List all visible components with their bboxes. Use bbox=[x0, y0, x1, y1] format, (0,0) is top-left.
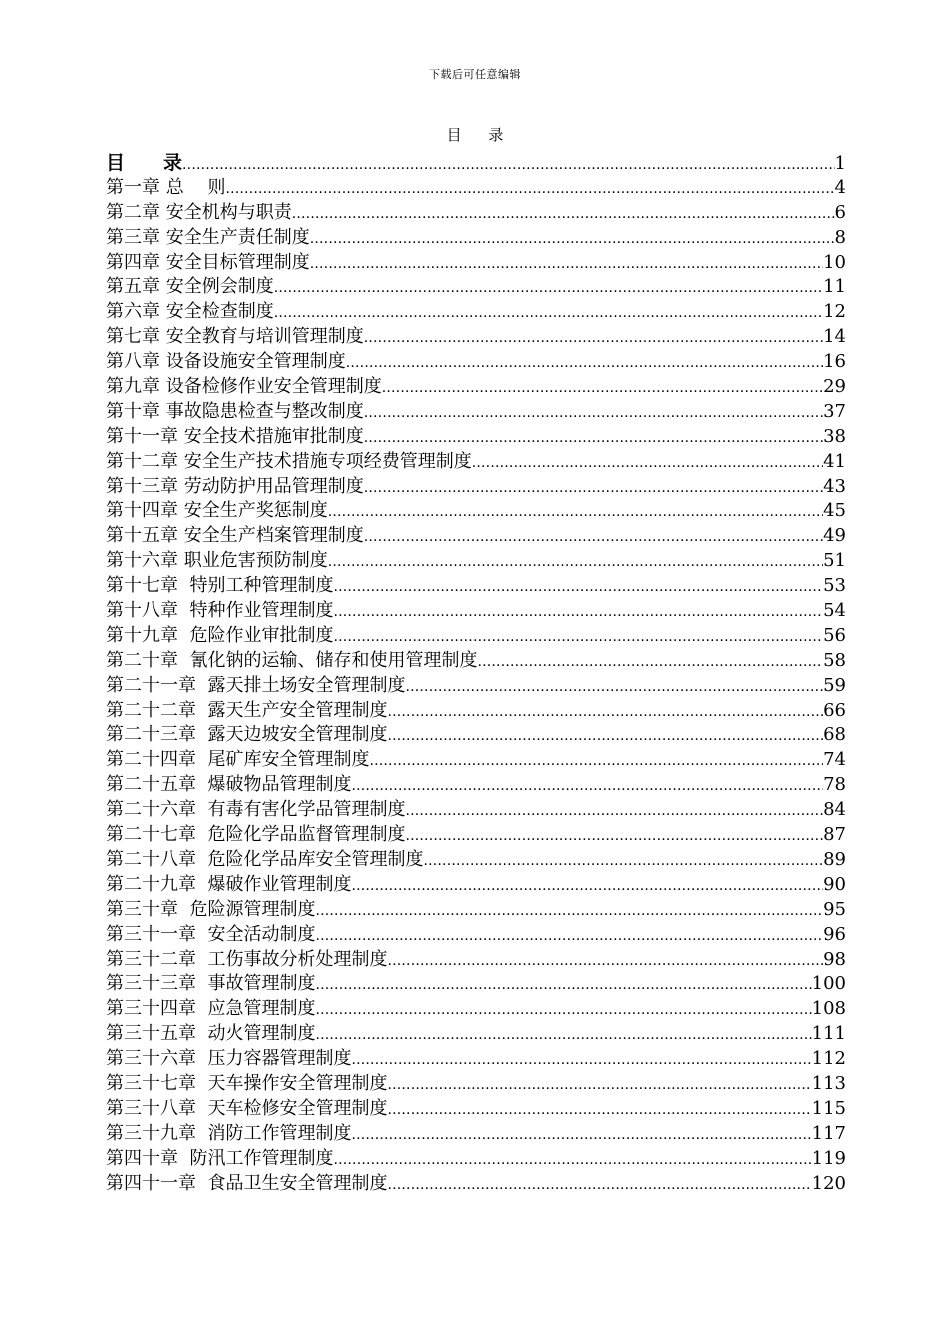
toc-entry-label: 第二十九章 爆破作业管理制度 bbox=[106, 873, 352, 895]
toc-entry[interactable] bbox=[106, 923, 846, 948]
toc-entry-label: 第三十二章 工伤事故分析处理制度 bbox=[106, 948, 388, 970]
toc-entry-page: 96 bbox=[823, 923, 846, 945]
toc-entry-label: 第二十七章 危险化学品监督管理制度 bbox=[106, 824, 406, 846]
toc-entry[interactable] bbox=[106, 1072, 846, 1097]
toc-entry-label: 第六章 安全检查制度 bbox=[106, 301, 274, 323]
toc-entry-label: 第二十八章 危险化学品库安全管理制度 bbox=[106, 848, 424, 870]
toc-entry[interactable] bbox=[106, 1147, 846, 1172]
toc-entry-label: 第三十三章 事故管理制度 bbox=[106, 973, 316, 995]
toc-entry-page: 100 bbox=[811, 973, 846, 995]
toc-entry[interactable] bbox=[106, 1097, 846, 1122]
toc-dot-leader bbox=[405, 799, 823, 824]
toc-entry-label: 第三十六章 压力容器管理制度 bbox=[106, 1048, 352, 1070]
toc-entry-page: 120 bbox=[811, 1172, 846, 1194]
toc-entry[interactable] bbox=[106, 300, 846, 325]
toc-entry[interactable] bbox=[106, 275, 846, 300]
toc-entry[interactable] bbox=[106, 151, 846, 176]
toc-dot-leader bbox=[364, 476, 823, 501]
toc-entry[interactable] bbox=[106, 450, 846, 475]
toc-entry-page: 68 bbox=[823, 724, 846, 746]
toc-dot-leader bbox=[472, 451, 823, 476]
toc-entry-page: 41 bbox=[823, 450, 846, 472]
toc-dot-leader bbox=[274, 276, 823, 301]
toc-entry[interactable] bbox=[106, 499, 846, 524]
toc-entry-label: 第三十五章 动火管理制度 bbox=[106, 1023, 316, 1045]
toc-entry-label: 第十三章 劳动防护用品管理制度 bbox=[106, 475, 364, 497]
toc-entry[interactable] bbox=[106, 475, 846, 500]
toc-entry-page: 98 bbox=[823, 948, 846, 970]
toc-dot-leader bbox=[387, 724, 823, 749]
toc-entry[interactable] bbox=[106, 524, 846, 549]
toc-entry[interactable] bbox=[106, 997, 846, 1022]
toc-entry-page: 4 bbox=[834, 176, 846, 198]
toc-dot-leader bbox=[328, 550, 823, 575]
toc-entry-label: 第七章 安全教育与培训管理制度 bbox=[106, 326, 364, 348]
toc-entry[interactable] bbox=[106, 375, 846, 400]
toc-entry[interactable] bbox=[106, 873, 846, 898]
toc-entry-page: 74 bbox=[823, 749, 846, 771]
toc-entry[interactable] bbox=[106, 325, 846, 350]
toc-entry-label: 第十九章 危险作业审批制度 bbox=[106, 624, 334, 646]
toc-entry-page: 8 bbox=[834, 226, 846, 248]
toc-dot-leader bbox=[346, 351, 823, 376]
toc-entry[interactable] bbox=[106, 972, 846, 997]
toc-entry-page: 1 bbox=[834, 153, 846, 174]
toc-entry-page: 14 bbox=[823, 326, 846, 348]
toc-entry-page: 113 bbox=[811, 1072, 846, 1094]
toc-dot-leader bbox=[364, 326, 823, 351]
toc-entry-page: 38 bbox=[823, 425, 846, 447]
toc-entry-label: 第十二章 安全生产技术措施专项经费管理制度 bbox=[106, 450, 472, 472]
toc-dot-leader bbox=[423, 849, 823, 874]
toc-list bbox=[106, 151, 846, 1196]
toc-entry-label: 第三章 安全生产责任制度 bbox=[106, 226, 310, 248]
toc-dot-leader bbox=[351, 1123, 811, 1148]
toc-dot-leader bbox=[387, 1098, 811, 1123]
toc-entry-page: 112 bbox=[811, 1048, 846, 1070]
toc-entry-label: 第十八章 特种作业管理制度 bbox=[106, 600, 334, 622]
toc-entry[interactable] bbox=[106, 699, 846, 724]
toc-title: 目 录 bbox=[446, 126, 504, 144]
toc-entry-label: 第二章 安全机构与职责 bbox=[106, 201, 292, 223]
toc-dot-leader bbox=[364, 401, 823, 426]
toc-entry-label: 第二十章 氰化钠的运输、储存和使用管理制度 bbox=[106, 649, 478, 671]
toc-entry[interactable] bbox=[106, 599, 846, 624]
toc-entry-label: 第二十四章 尾矿库安全管理制度 bbox=[106, 749, 370, 771]
toc-entry-label: 第十章 事故隐患检查与整改制度 bbox=[106, 400, 364, 422]
toc-dot-leader bbox=[315, 899, 823, 924]
toc-entry[interactable] bbox=[106, 176, 846, 201]
toc-entry-label: 第二十六章 有毒有害化学品管理制度 bbox=[106, 799, 406, 821]
toc-dot-leader bbox=[387, 949, 823, 974]
toc-entry-page: 89 bbox=[823, 848, 846, 870]
toc-entry[interactable] bbox=[106, 848, 846, 873]
toc-dot-leader bbox=[351, 874, 823, 899]
toc-dot-leader bbox=[315, 1023, 811, 1048]
toc-entry[interactable] bbox=[106, 823, 846, 848]
toc-entry[interactable] bbox=[106, 1022, 846, 1047]
toc-entry[interactable] bbox=[106, 350, 846, 375]
toc-entry-page: 43 bbox=[823, 475, 846, 497]
toc-dot-leader bbox=[292, 202, 835, 227]
toc-entry-page: 66 bbox=[823, 699, 846, 721]
toc-entry-label: 第三十七章 天车操作安全管理制度 bbox=[106, 1072, 388, 1094]
toc-entry-label: 第四十一章 食品卫生安全管理制度 bbox=[106, 1172, 388, 1194]
toc-dot-leader bbox=[274, 301, 823, 326]
toc-entry[interactable] bbox=[106, 624, 846, 649]
toc-dot-leader bbox=[364, 426, 823, 451]
toc-entry-page: 58 bbox=[823, 649, 846, 671]
toc-dot-leader bbox=[405, 824, 823, 849]
header-note: 下载后可任意编辑 bbox=[429, 68, 521, 81]
toc-entry-page: 90 bbox=[823, 873, 846, 895]
toc-entry-page: 51 bbox=[823, 550, 846, 572]
toc-dot-leader bbox=[333, 575, 823, 600]
toc-entry-page: 54 bbox=[823, 600, 846, 622]
toc-entry-page: 95 bbox=[823, 898, 846, 920]
toc-dot-leader bbox=[310, 252, 823, 277]
toc-entry-page: 53 bbox=[823, 575, 846, 597]
toc-entry-label: 第二十三章 露天边坡安全管理制度 bbox=[106, 724, 388, 746]
toc-entry[interactable] bbox=[106, 574, 846, 599]
toc-entry-label: 第二十一章 露天排土场安全管理制度 bbox=[106, 674, 406, 696]
toc-entry[interactable] bbox=[106, 773, 846, 798]
toc-dot-leader bbox=[405, 675, 823, 700]
toc-entry-page: 49 bbox=[823, 525, 846, 547]
toc-entry-page: 84 bbox=[823, 799, 846, 821]
toc-entry-label: 第二十五章 爆破物品管理制度 bbox=[106, 774, 352, 796]
toc-dot-leader bbox=[225, 177, 834, 202]
toc-entry[interactable] bbox=[106, 201, 846, 226]
toc-entry-label: 第三十章 危险源管理制度 bbox=[106, 898, 316, 920]
toc-dot-leader bbox=[315, 924, 823, 949]
toc-dot-leader bbox=[364, 525, 823, 550]
toc-entry-label: 第十六章 职业危害预防制度 bbox=[106, 550, 328, 572]
toc-entry[interactable] bbox=[106, 226, 846, 251]
toc-dot-leader bbox=[310, 227, 835, 252]
toc-entry-page: 87 bbox=[823, 824, 846, 846]
toc-entry-page: 59 bbox=[823, 674, 846, 696]
toc-entry-label: 第十七章 特别工种管理制度 bbox=[106, 575, 334, 597]
toc-entry-label: 第二十二章 露天生产安全管理制度 bbox=[106, 699, 388, 721]
toc-dot-leader bbox=[182, 153, 835, 178]
toc-entry-label: 第五章 安全例会制度 bbox=[106, 276, 274, 298]
toc-entry-label: 第十五章 安全生产档案管理制度 bbox=[106, 525, 364, 547]
toc-entry[interactable] bbox=[106, 649, 846, 674]
toc-entry-page: 108 bbox=[811, 998, 846, 1020]
toc-entry-label: 第四章 安全目标管理制度 bbox=[106, 251, 310, 273]
toc-entry[interactable] bbox=[106, 723, 846, 748]
toc-dot-leader bbox=[387, 1073, 811, 1098]
toc-dot-leader bbox=[387, 700, 823, 725]
toc-entry-label: 第三十四章 应急管理制度 bbox=[106, 998, 316, 1020]
toc-entry-page: 119 bbox=[811, 1147, 846, 1169]
toc-dot-leader bbox=[315, 973, 811, 998]
toc-entry-page: 11 bbox=[823, 276, 846, 298]
toc-dot-leader bbox=[333, 600, 823, 625]
toc-entry-label: 第三十八章 天车检修安全管理制度 bbox=[106, 1097, 388, 1119]
toc-entry-page: 117 bbox=[811, 1122, 846, 1144]
toc-entry-page: 6 bbox=[834, 201, 846, 223]
toc-entry[interactable] bbox=[106, 1122, 846, 1147]
toc-entry[interactable] bbox=[106, 898, 846, 923]
toc-dot-leader bbox=[382, 376, 823, 401]
toc-dot-leader bbox=[477, 650, 823, 675]
toc-dot-leader bbox=[387, 1173, 811, 1198]
toc-entry-page: 56 bbox=[823, 624, 846, 646]
toc-entry-label: 目 录 bbox=[106, 152, 183, 174]
toc-dot-leader bbox=[351, 774, 823, 799]
toc-entry-page: 78 bbox=[823, 774, 846, 796]
toc-dot-leader bbox=[333, 1148, 811, 1173]
toc-entry[interactable] bbox=[106, 251, 846, 276]
toc-dot-leader bbox=[333, 625, 823, 650]
toc-entry[interactable] bbox=[106, 748, 846, 773]
toc-dot-leader bbox=[369, 749, 823, 774]
toc-dot-leader bbox=[315, 998, 811, 1023]
toc-entry-page: 10 bbox=[823, 251, 846, 273]
toc-entry-page: 111 bbox=[811, 1023, 846, 1045]
toc-entry-label: 第十一章 安全技术措施审批制度 bbox=[106, 425, 364, 447]
toc-entry-label: 第三十九章 消防工作管理制度 bbox=[106, 1122, 352, 1144]
toc-entry[interactable] bbox=[106, 674, 846, 699]
toc-entry-page: 16 bbox=[823, 351, 846, 373]
toc-entry-page: 37 bbox=[823, 400, 846, 422]
toc-entry-page: 29 bbox=[823, 376, 846, 398]
toc-entry-label: 第八章 设备设施安全管理制度 bbox=[106, 351, 346, 373]
toc-entry-page: 45 bbox=[823, 500, 846, 522]
toc-dot-leader bbox=[351, 1048, 811, 1073]
toc-entry[interactable] bbox=[106, 1172, 846, 1197]
toc-entry-label: 第四十章 防汛工作管理制度 bbox=[106, 1147, 334, 1169]
toc-entry[interactable] bbox=[106, 798, 846, 823]
toc-entry-label: 第十四章 安全生产奖惩制度 bbox=[106, 500, 328, 522]
toc-entry-page: 12 bbox=[823, 301, 846, 323]
toc-entry-page: 115 bbox=[811, 1097, 846, 1119]
toc-dot-leader bbox=[328, 500, 823, 525]
toc-entry[interactable] bbox=[106, 1047, 846, 1072]
toc-entry[interactable] bbox=[106, 425, 846, 450]
toc-entry-label: 第三十一章 安全活动制度 bbox=[106, 923, 316, 945]
toc-entry-label: 第一章 总 则 bbox=[106, 176, 226, 198]
toc-entry[interactable] bbox=[106, 948, 846, 973]
toc-entry[interactable] bbox=[106, 549, 846, 574]
toc-entry[interactable] bbox=[106, 400, 846, 425]
toc-entry-label: 第九章 设备检修作业安全管理制度 bbox=[106, 376, 382, 398]
